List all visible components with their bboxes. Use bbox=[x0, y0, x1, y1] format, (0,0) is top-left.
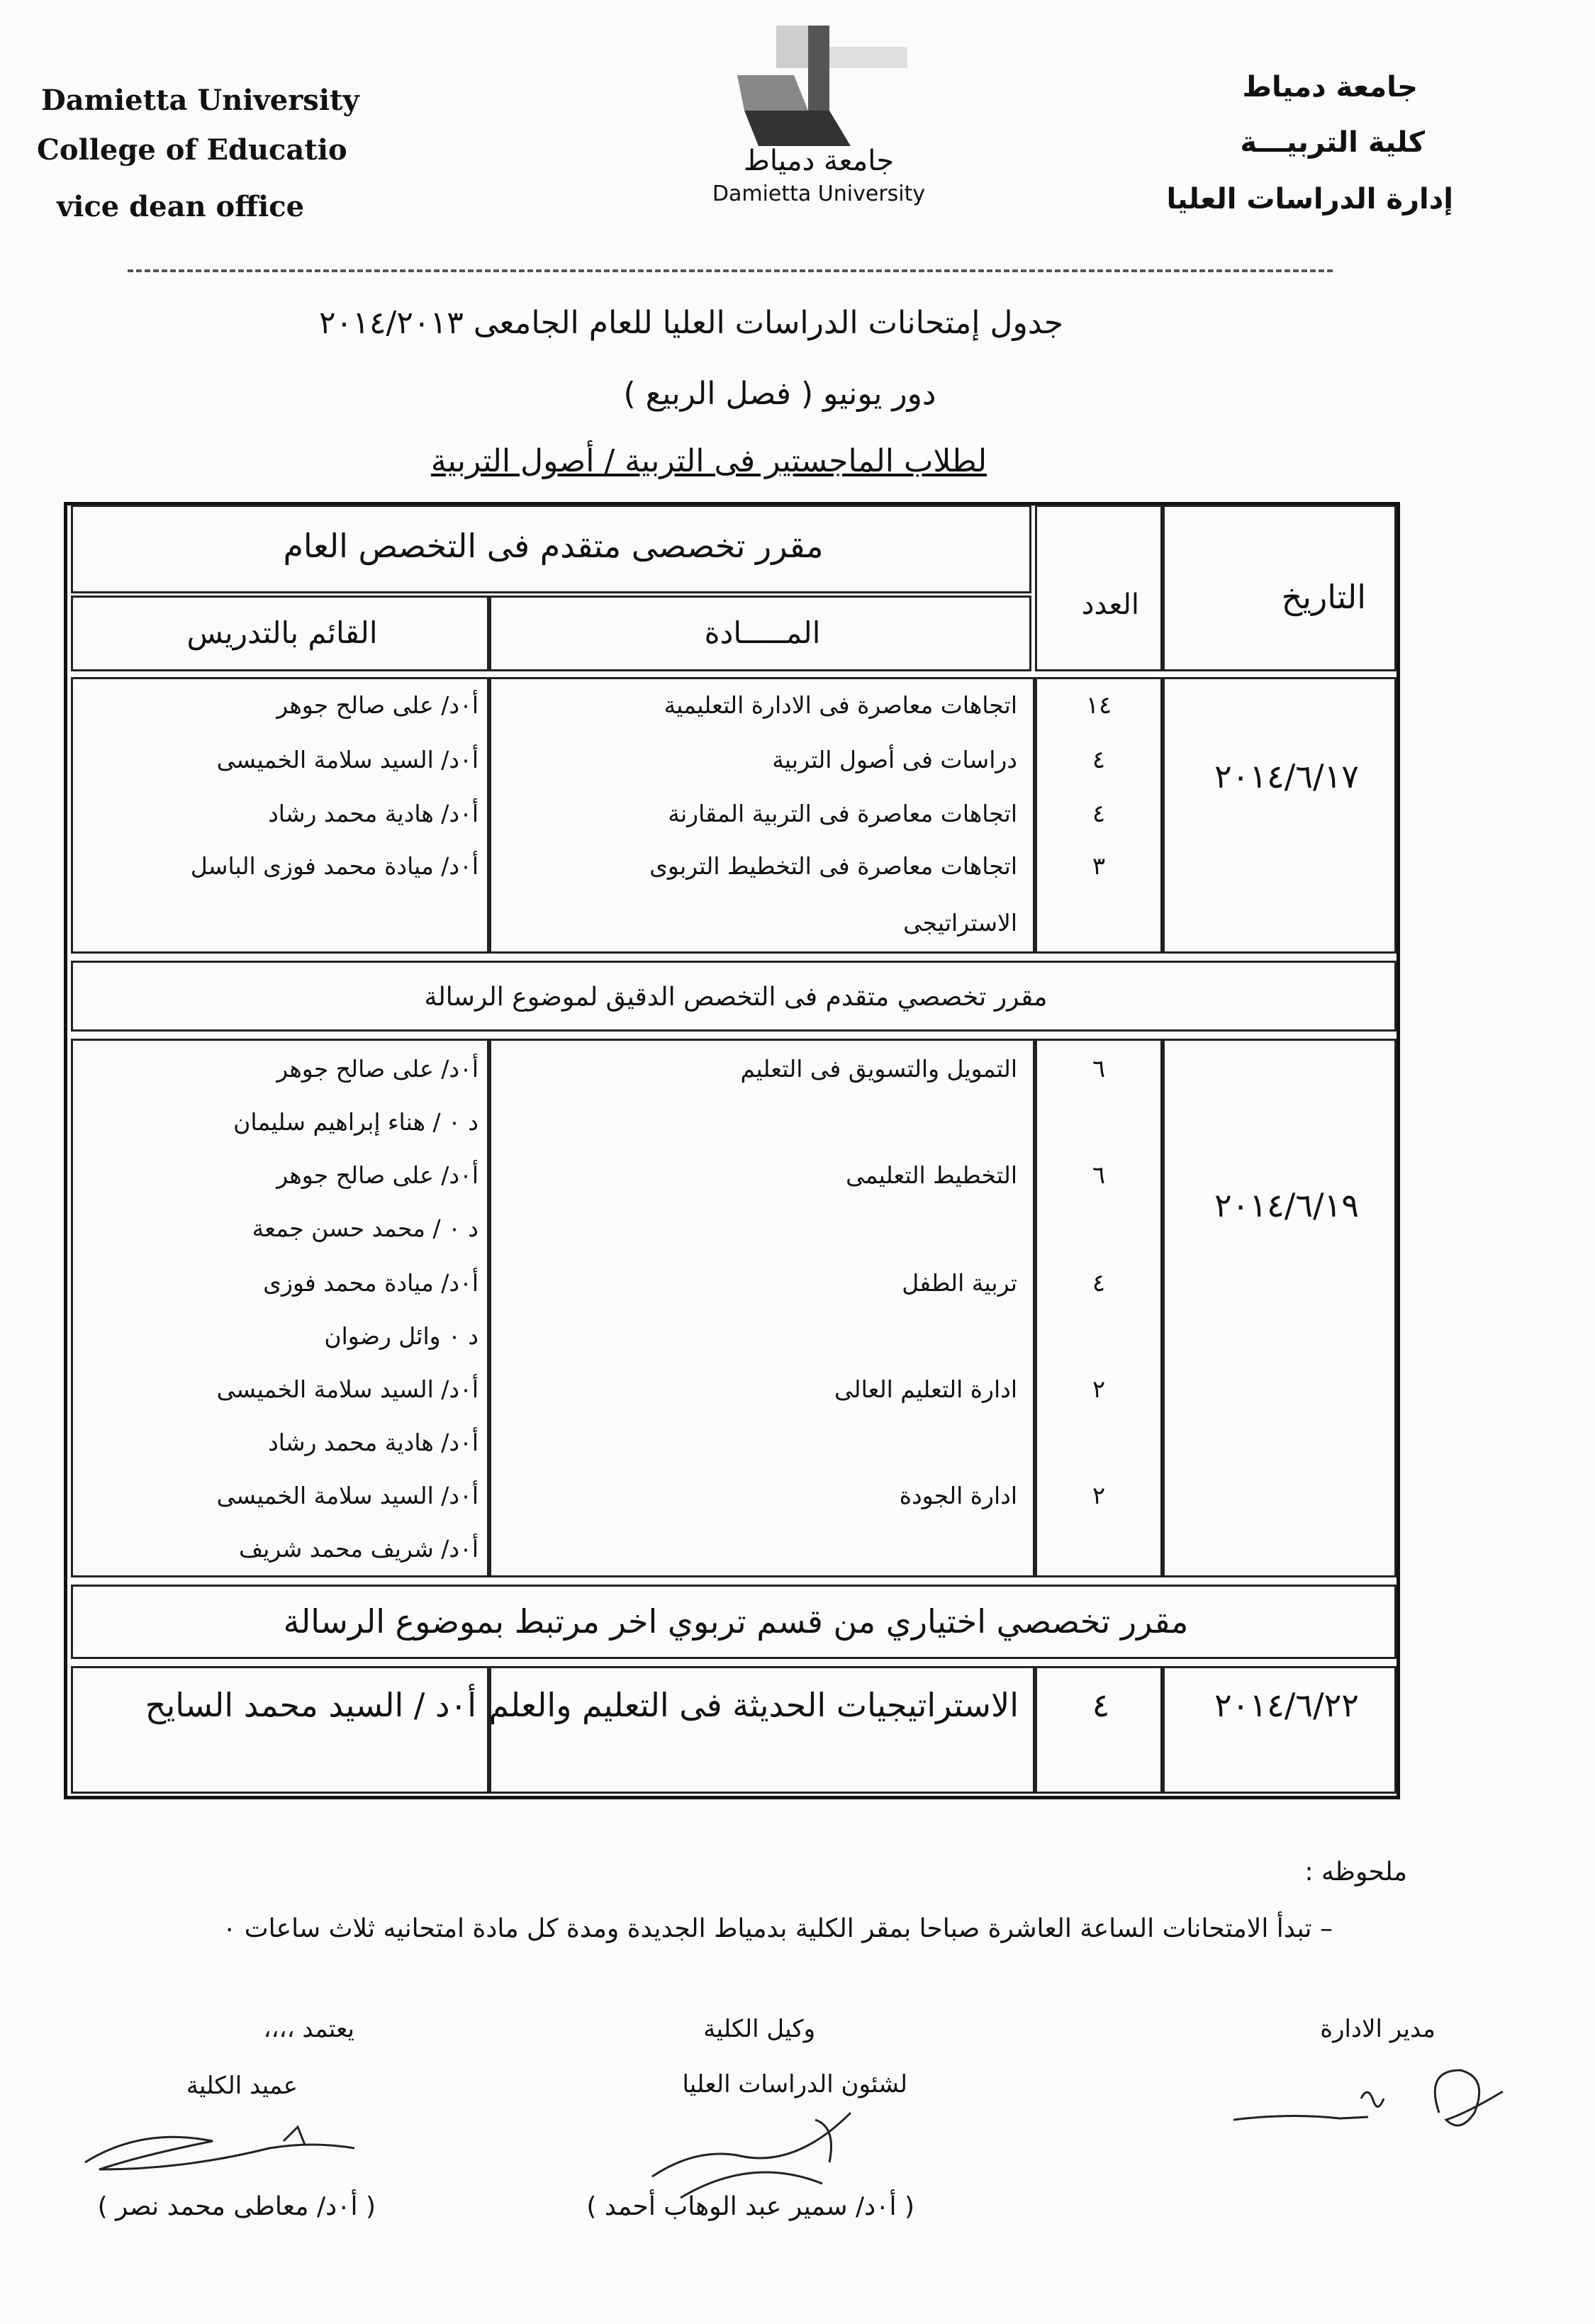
col-subject-header bbox=[489, 596, 1031, 671]
notes-text: – تبدأ الامتحانات الساعة العاشرة صباحا بمقر الكلية بدمياط الجديدة ومدة كل مادة امتحانيه ثلاث ساعات ٠ bbox=[222, 1914, 1333, 1943]
section1-subject-continued: الاستراتيجى bbox=[903, 909, 1017, 937]
section2-teacher: د ٠ / هناء إبراهيم سليمان bbox=[233, 1108, 478, 1136]
section2-title: مقرر تخصصي متقدم فى التخصص الدقيق لموضوع الرسالة bbox=[424, 983, 1048, 1012]
section2-teacher: أ٠د/ على صالح جوهر bbox=[276, 1161, 478, 1189]
notes-heading: ملحوظه : bbox=[1304, 1857, 1407, 1887]
sig-vice-dean-subtitle: لشئون الدراسات العليا bbox=[682, 2070, 907, 2099]
section2-teacher: أ٠د/ السيد سلامة الخميسى bbox=[216, 1482, 478, 1509]
section3-subject-cell bbox=[489, 1666, 1035, 1794]
section2-teacher: أ٠د/ السيد سلامة الخميسى bbox=[216, 1375, 478, 1403]
section1-teacher: أ٠د/ ميادة محمد فوزى الباسل bbox=[190, 852, 478, 880]
header-en-office: vice dean office bbox=[57, 190, 305, 223]
section2-teacher: د ٠ وائل رضوان bbox=[324, 1322, 478, 1350]
header-ar-dept: إدارة الدراسات العليا bbox=[1166, 183, 1453, 216]
header-divider bbox=[128, 269, 1333, 272]
section2-teacher: أ٠د/ شريف محمد شريف bbox=[239, 1535, 478, 1563]
section2-subject: تربية الطفل bbox=[902, 1269, 1017, 1297]
section2-count: ٦ bbox=[1092, 1055, 1106, 1083]
section3-title-cell bbox=[71, 1585, 1397, 1659]
section1-subject: اتجاهات معاصرة فى التربية المقارنة bbox=[668, 800, 1017, 827]
doc-audience: لطلاب الماجستير فى التربية / أصول التربية bbox=[430, 443, 987, 479]
section1-subject: اتجاهات معاصرة فى الادارة التعليمية bbox=[664, 691, 1017, 719]
section2-subject: ادارة الجودة bbox=[899, 1482, 1017, 1509]
sig-vice-dean-title: وكيل الكلية bbox=[703, 2015, 815, 2043]
logo-ar-text: جامعة دمياط bbox=[743, 145, 895, 177]
sig-dean-name: ( أ٠د/ معاطى محمد نصر ) bbox=[97, 2192, 376, 2221]
header-en-college: College of Educatio bbox=[37, 133, 347, 167]
logo-en-text: Damietta University bbox=[712, 181, 926, 206]
section2-teacher: أ٠د/ ميادة محمد فوزى bbox=[263, 1269, 478, 1297]
section2-teacher: أ٠د/ على صالح جوهر bbox=[276, 1055, 478, 1083]
section1-teacher: أ٠د/ السيد سلامة الخميسى bbox=[216, 746, 478, 773]
section1-date: ٢٠١٤/٦/١٧ bbox=[1214, 757, 1359, 795]
sig-dean-title: عميد الكلية bbox=[186, 2072, 298, 2100]
section3-date-cell bbox=[1163, 1666, 1397, 1794]
col-count-header bbox=[1035, 505, 1163, 671]
sig-director-title: مدير الادارة bbox=[1320, 2015, 1436, 2043]
section3-count: ٤ bbox=[1092, 1686, 1110, 1724]
header-en-university: Damietta University bbox=[41, 84, 359, 117]
section3-title: مقرر تخصصي اختياري من قسم تربوي اخر مرتبط بموضوع الرسالة bbox=[283, 1602, 1189, 1641]
doc-title: جدول إمتحانات الدراسات العليا للعام الجامعى ٢٠١٤/٢٠١٣ bbox=[318, 305, 1064, 341]
section3-teacher: أ٠د / السيد محمد السايح bbox=[145, 1686, 476, 1724]
col-subject-label: المـــــادة bbox=[704, 615, 821, 650]
section2-teacher: د ٠ / محمد حسن جمعة bbox=[252, 1214, 478, 1242]
section2-date-cell bbox=[1163, 1039, 1397, 1577]
section1-count: ٤ bbox=[1092, 800, 1106, 828]
university-logo bbox=[702, 26, 936, 210]
section1-count: ٤ bbox=[1092, 746, 1106, 774]
col-teacher-label: القائم بالتدريس bbox=[186, 615, 378, 650]
header-ar-university: جامعة دمياط bbox=[1242, 71, 1418, 104]
section2-subject: التمويل والتسويق فى التعليم bbox=[740, 1055, 1017, 1083]
header-ar-college: كلية التربيـــة bbox=[1240, 126, 1425, 159]
section1-date-cell bbox=[1163, 677, 1397, 954]
section2-date: ٢٠١٤/٦/١٩ bbox=[1214, 1186, 1359, 1224]
section1-teacher: أ٠د/ على صالح جوهر bbox=[276, 691, 478, 719]
section1-title-cell bbox=[71, 505, 1031, 593]
section1-count: ١٤ bbox=[1085, 691, 1112, 720]
col-count-label: العدد bbox=[1081, 588, 1139, 621]
col-date-label: التاريخ bbox=[1281, 578, 1366, 616]
section3-subject: الاستراتيجيات الحديثة فى التعليم والعلم bbox=[488, 1686, 1019, 1724]
section3-teacher-cell bbox=[71, 1666, 489, 1794]
doc-subtitle: دور يونيو ( فصل الربيع ) bbox=[623, 376, 936, 412]
dean-signature bbox=[71, 2113, 369, 2191]
section2-title-cell bbox=[71, 961, 1397, 1032]
col-date-header bbox=[1163, 505, 1397, 671]
section1-title: مقرر تخصصى متقدم فى التخصص العام bbox=[283, 527, 824, 565]
section2-count: ٢ bbox=[1092, 1482, 1106, 1510]
section1-subject: اتجاهات معاصرة فى التخطيط التربوى bbox=[649, 852, 1017, 880]
col-teacher-header bbox=[71, 596, 489, 671]
sig-vice-dean-name: ( أ٠د/ سمير عبد الوهاب أحمد ) bbox=[586, 2192, 914, 2221]
section1-teacher: أ٠د/ هادية محمد رشاد bbox=[268, 800, 478, 827]
section2-subject: ادارة التعليم العالى bbox=[834, 1375, 1017, 1403]
section3-date: ٢٠١٤/٦/٢٢ bbox=[1214, 1686, 1359, 1724]
section2-count: ٤ bbox=[1092, 1269, 1106, 1297]
section2-subject: التخطيط التعليمى bbox=[846, 1161, 1017, 1189]
director-signature bbox=[1226, 2049, 1524, 2141]
section2-teacher: أ٠د/ هادية محمد رشاد bbox=[268, 1429, 478, 1456]
section2-count: ٢ bbox=[1092, 1375, 1106, 1404]
section3-count-cell bbox=[1035, 1666, 1163, 1794]
section2-count: ٦ bbox=[1092, 1161, 1106, 1190]
sig-approve: يعتمد ،،،، bbox=[263, 2015, 354, 2043]
section1-subject: دراسات فى أصول التربية bbox=[772, 746, 1017, 773]
section1-count: ٣ bbox=[1092, 852, 1106, 881]
